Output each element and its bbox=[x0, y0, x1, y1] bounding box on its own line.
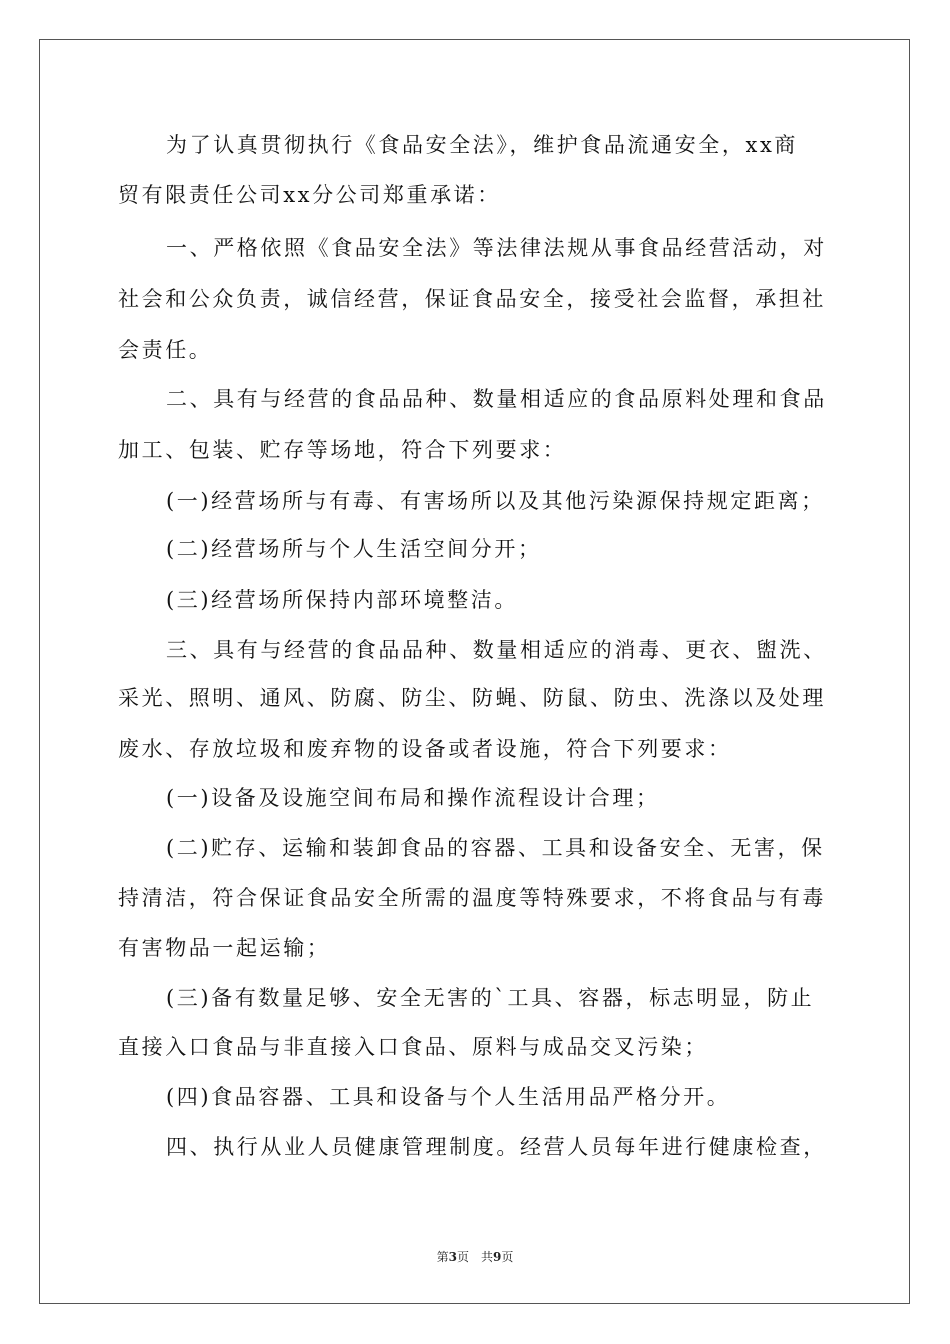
paragraph-line: 会责任。 bbox=[118, 338, 213, 362]
paragraph-line: (三)备有数量足够、安全无害的`工具、容器，标志明显，防止 bbox=[166, 986, 815, 1010]
paragraph-line: 采光、照明、通风、防腐、防尘、防蝇、防鼠、防虫、洗涤以及处理 bbox=[118, 686, 826, 710]
paragraph-line: 直接入口食品与非直接入口食品、原料与成品交叉污染； bbox=[118, 1035, 708, 1059]
paragraph-line: 加工、包装、贮存等场地，符合下列要求： bbox=[118, 438, 567, 462]
page-suffix: 页 bbox=[456, 1250, 469, 1264]
paragraph-line: 为了认真贯彻执行《食品安全法》，维护食品流通安全，xx商 bbox=[166, 133, 798, 157]
paragraph-line: 一、严格依照《食品安全法》等法律法规从事食品经营活动，对 bbox=[166, 236, 827, 260]
paragraph-line: 有害物品一起运输； bbox=[118, 936, 331, 960]
paragraph-line: (一)经营场所与有毒、有害场所以及其他污染源保持规定距离； bbox=[166, 489, 825, 513]
paragraph-line: 三、具有与经营的食品品种、数量相适应的消毒、更衣、盥洗、 bbox=[166, 638, 827, 662]
paragraph-line: (二)贮存、运输和装卸食品的容器、工具和设备安全、无害，保 bbox=[166, 836, 825, 860]
total-suffix: 页 bbox=[501, 1250, 514, 1264]
paragraph-line: 二、具有与经营的食品品种、数量相适应的食品原料处理和食品 bbox=[166, 387, 827, 411]
page-prefix: 第 bbox=[436, 1250, 449, 1264]
paragraph-line: (一)设备及设施空间布局和操作流程设计合理； bbox=[166, 786, 660, 810]
paragraph-line: 四、执行从业人员健康管理制度。经营人员每年进行健康检查， bbox=[166, 1135, 827, 1159]
page-footer bbox=[0, 1249, 950, 1265]
paragraph-line: 废水、存放垃圾和废弃物的设备或者设施，符合下列要求： bbox=[118, 737, 732, 761]
paragraph-line: 贸有限责任公司xx分公司郑重承诺： bbox=[118, 183, 501, 207]
paragraph-line: (三)经营场所保持内部环境整洁。 bbox=[166, 588, 518, 612]
total-prefix: 共 bbox=[481, 1250, 494, 1264]
paragraph-line: (二)经营场所与个人生活空间分开； bbox=[166, 537, 542, 561]
paragraph-line: 持清洁，符合保证食品安全所需的温度等特殊要求，不将食品与有毒 bbox=[118, 886, 826, 910]
paragraph-line: (四)食品容器、工具和设备与个人生活用品严格分开。 bbox=[166, 1085, 731, 1109]
total-pages: 9 bbox=[493, 1250, 502, 1264]
page-border bbox=[39, 39, 910, 1304]
paragraph-line: 社会和公众负责，诚信经营，保证食品安全，接受社会监督，承担社 bbox=[118, 287, 826, 311]
page-number: 3 bbox=[448, 1250, 457, 1264]
